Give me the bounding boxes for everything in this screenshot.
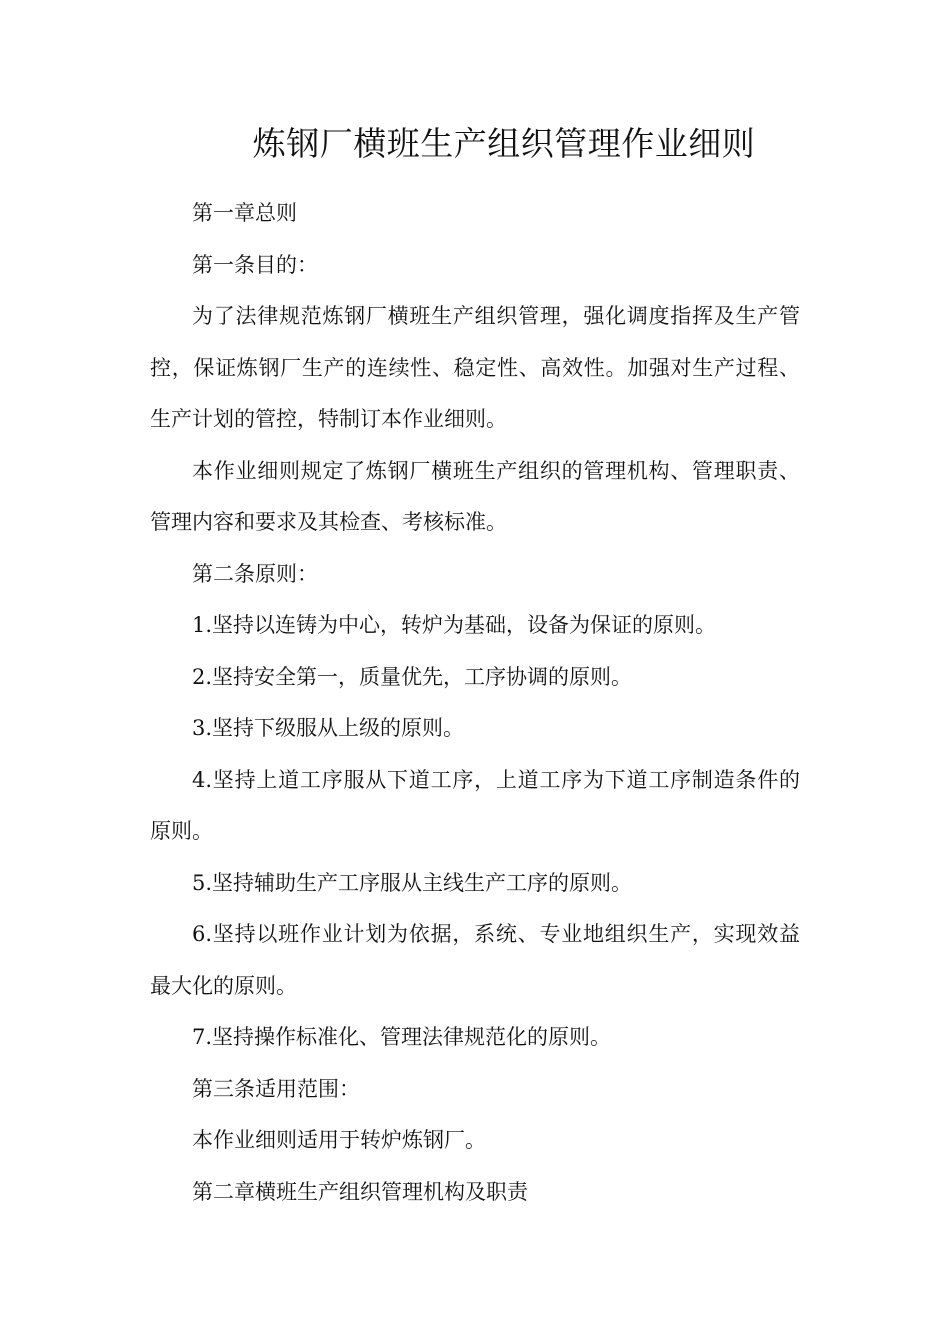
list-item: 7.坚持操作标准化、管理法律规范化的原则。	[192, 1025, 612, 1049]
paragraph: 为了法律规范炼钢厂横班生产组织管理，强化调度指挥及生产管控，保证炼钢厂生产的连续性、稳定性、高效性。加强对生产过程、生产计划的管控，特制订本作业细则。	[150, 304, 800, 431]
chapter-heading: 第一章总则	[192, 201, 297, 225]
article-heading: 第二条原则：	[192, 561, 318, 586]
list-item: 5.坚持辅助生产工序服从主线生产工序的原则。	[192, 870, 633, 895]
list-item: 4.坚持上道工序服从下道工序，上道工序为下道工序制造条件的原则。	[150, 767, 800, 843]
paragraph: 本作业细则适用于转炉炼钢厂。	[192, 1128, 486, 1152]
article-heading: 第三条适用范围：	[192, 1076, 360, 1101]
article-heading: 第一条目的：	[192, 252, 318, 277]
paragraph: 本作业细则规定了炼钢厂横班生产组织的管理机构、管理职责、管理内容和要求及其检查、考核标准。	[150, 458, 800, 534]
list-item: 1.坚持以连铸为中心，转炉为基础，设备为保证的原则。	[192, 613, 717, 637]
list-item: 2.坚持安全第一，质量优先，工序协调的原则。	[192, 664, 633, 689]
document-title: 炼钢厂横班生产组织管理作业细则	[252, 124, 756, 163]
list-item: 6.坚持以班作业计划为依据，系统、专业地组织生产，实现效益最大化的原则。	[150, 922, 800, 998]
list-item: 3.坚持下级服从上级的原则。	[192, 716, 465, 740]
document-body	[150, 188, 800, 1218]
chapter-heading: 第二章横班生产组织管理机构及职责	[192, 1179, 528, 1204]
